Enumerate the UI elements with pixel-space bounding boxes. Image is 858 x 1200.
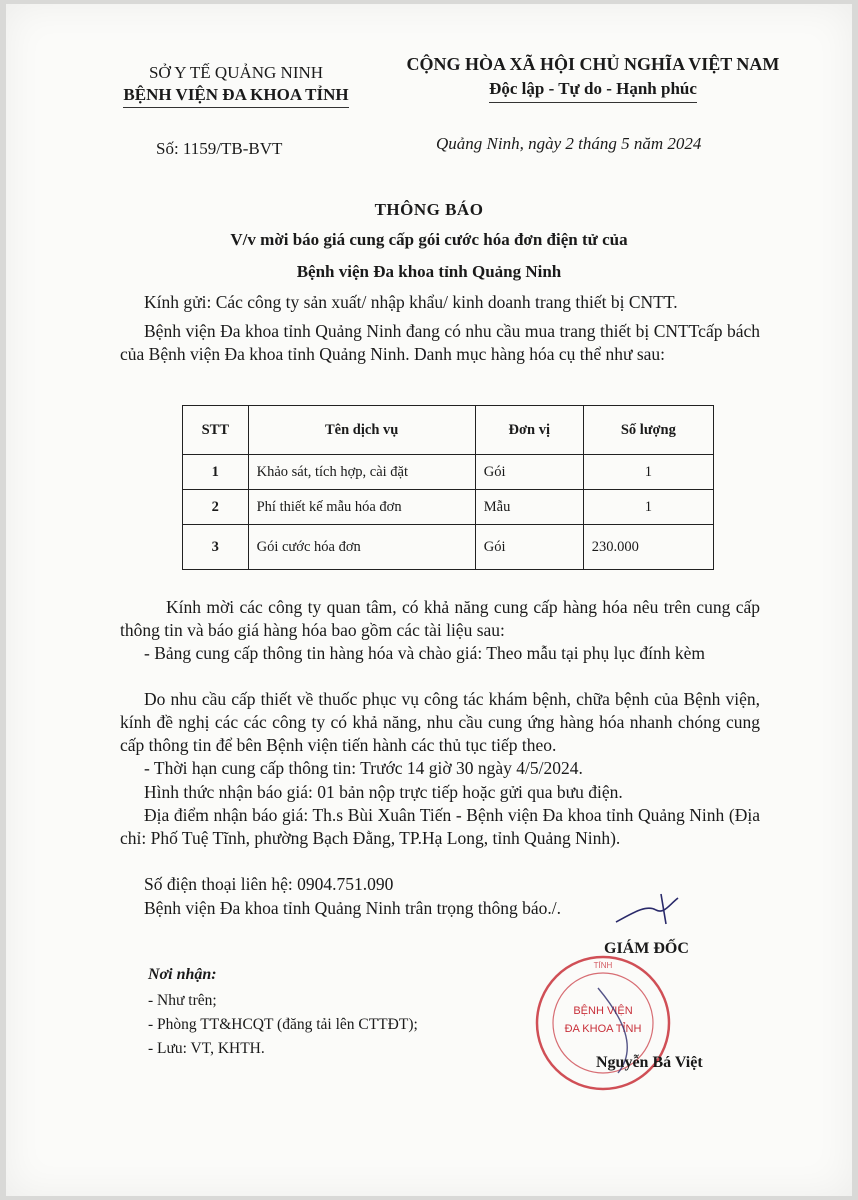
greeting: Kính gửi: Các công ty sản xuất/ nhập khẩu/ kinh doanh trang thiết bị CNTT. <box>144 292 678 312</box>
header-quantity: Số lượng <box>583 406 713 455</box>
service-table <box>182 405 714 570</box>
nation-motto: Độc lập - Tự do - Hạnh phúc <box>489 77 697 103</box>
document-date: Quảng Ninh, ngày 2 tháng 5 năm 2024 <box>436 134 702 153</box>
need-paragraph: Bệnh viện Đa khoa tỉnh Quảng Ninh đang có nhu cầu mua trang thiết bị CNTTcấp bách của Bệnh viện Đa khoa tỉnh Quảng Ninh. Danh mục hàng hóa cụ thể như sau: <box>120 321 760 364</box>
cell-stt: 3 <box>183 525 249 570</box>
table-header-row <box>183 406 714 455</box>
recipients-title: Nơi nhận: <box>148 966 217 983</box>
signature-mark <box>606 884 696 934</box>
national-header <box>378 52 808 103</box>
official-stamp <box>528 948 678 1098</box>
cell-service-name: Gói cước hóa đơn <box>248 525 475 570</box>
cell-unit: Gói <box>475 525 583 570</box>
cell-unit: Mẫu <box>475 490 583 525</box>
recipient-item: - Lưu: VT, KHTH. <box>148 1040 265 1057</box>
signer-name: Nguyễn Bá Việt <box>596 1054 703 1071</box>
invite-paragraph: Kính mời các công ty quan tâm, có khả năng cung cấp hàng hóa nêu trên cung cấp thông tin và báo giá hàng hóa bao gồm các tài liệu sau: <box>120 597 760 640</box>
method-line: Hình thức nhận báo giá: 01 bản nộp trực tiếp hoặc gửi qua bưu điện. <box>144 782 623 802</box>
org-line-2: BỆNH VIỆN ĐA KHOA TỈNH <box>123 84 348 108</box>
table-row <box>183 490 714 525</box>
cell-service-name: Phí thiết kế mẫu hóa đơn <box>248 490 475 525</box>
recipient-item: - Phòng TT&HCQT (đăng tải lên CTTĐT); <box>148 1016 418 1033</box>
closing-line: Bệnh viện Đa khoa tỉnh Quảng Ninh trân trọng thông báo./. <box>144 898 562 918</box>
header-service-name: Tên dịch vụ <box>248 406 475 455</box>
urgency-paragraph: Do nhu cầu cấp thiết về thuốc phục vụ công tác khám bệnh, chữa bệnh của Bệnh viện, kính đề nghị các các công ty có khả năng, nhu cầu cung ứng hàng hóa nhanh chóng cung cấp thông tin để bên Bệnh viện tiến hành các thủ tục tiếp theo. <box>120 689 760 755</box>
signer-position: GIÁM ĐỐC <box>604 940 689 957</box>
nation-line-1: CỘNG HÒA XÃ HỘI CHỦ NGHĨA VIỆT NAM <box>406 54 780 74</box>
cell-service-name: Khảo sát, tích hợp, cài đặt <box>248 455 475 490</box>
org-line-1: SỞ Y TẾ QUẢNG NINH <box>148 63 324 82</box>
cell-quantity: 1 <box>583 490 713 525</box>
cell-stt: 1 <box>183 455 249 490</box>
location-paragraph: Địa điểm nhận báo giá: Th.s Bùi Xuân Tiến - Bệnh viện Đa khoa tỉnh Quảng Ninh (Địa chỉ: Phố Tuệ Tĩnh, phường Bạch Đằng, TP.Hạ Long, tỉnh Quảng Ninh). <box>120 805 760 848</box>
subject-line-1: V/v mời báo giá cung cấp gói cước hóa đơn điện tử của <box>230 230 628 249</box>
stamp-line-2: ĐA KHOA TỈNH <box>564 1023 642 1035</box>
table-row <box>183 455 714 490</box>
recipient-item: - Như trên; <box>148 992 217 1009</box>
deadline-item: - Thời hạn cung cấp thông tin: Trước 14 giờ 30 ngày 4/5/2024. <box>144 758 583 778</box>
cell-quantity: 1 <box>583 455 713 490</box>
document-heading: THÔNG BÁO <box>374 200 484 219</box>
required-document-item: - Bảng cung cấp thông tin hàng hóa và chào giá: Theo mẫu tại phụ lục đính kèm <box>144 643 705 663</box>
header-unit: Đơn vị <box>475 406 583 455</box>
stamp-line-1: BỆNH VIỆN <box>573 1005 633 1017</box>
subject-line-2: Bệnh viện Đa khoa tỉnh Quảng Ninh <box>296 262 562 281</box>
table-row <box>183 525 714 570</box>
document-number: Số: 1159/TB-BVT <box>156 139 283 158</box>
phone-line: Số điện thoại liên hệ: 0904.751.090 <box>144 874 394 894</box>
document-page <box>6 4 852 1196</box>
cell-unit: Gói <box>475 455 583 490</box>
issuing-org-header <box>96 62 376 108</box>
stamp-ring-text: TỈNH <box>593 961 613 970</box>
cell-stt: 2 <box>183 490 249 525</box>
header-stt: STT <box>183 406 249 455</box>
cell-quantity: 230.000 <box>583 525 713 570</box>
